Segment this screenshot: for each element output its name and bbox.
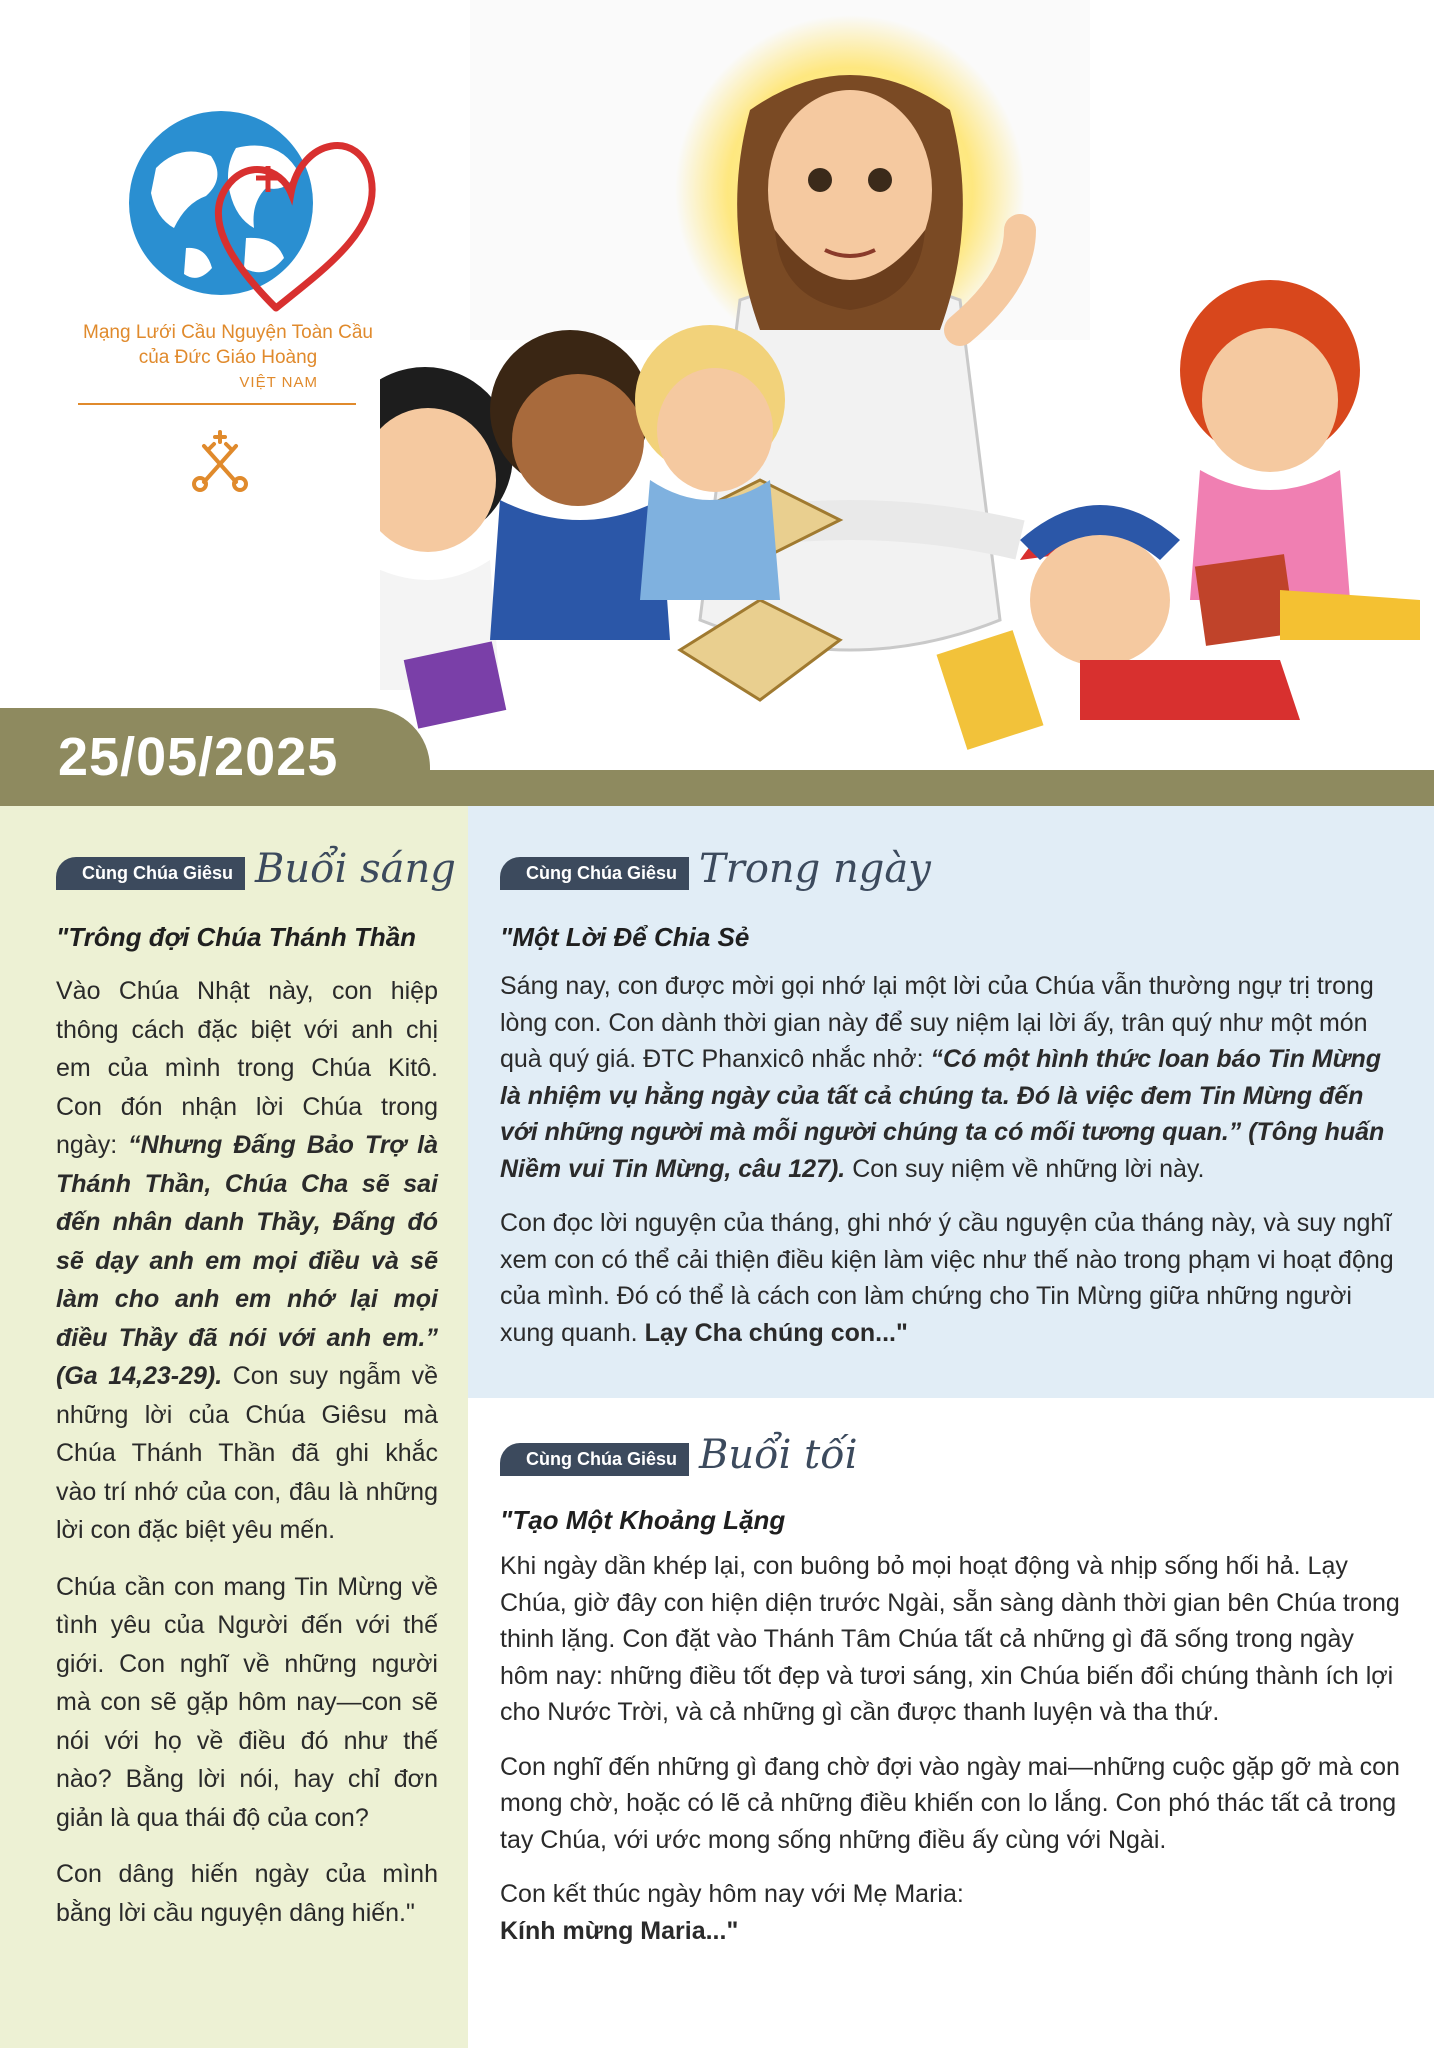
morning-heading — [56, 846, 456, 892]
daytime-body — [500, 968, 1400, 1369]
logo-text — [78, 320, 378, 395]
date-label: 25/05/2025 — [58, 727, 339, 787]
logo-line-1: Mạng Lưới Cầu Nguyện Toàn Cầu — [83, 322, 373, 343]
morning-body — [56, 972, 438, 1950]
paragraph — [56, 972, 438, 1550]
child-figure — [635, 325, 785, 600]
paragraph — [500, 968, 1400, 1187]
morning-title: "Trông đợi Chúa Thánh Thần — [56, 922, 417, 952]
papal-keys-icon — [190, 428, 250, 492]
paragraph — [500, 1205, 1400, 1351]
evening-body — [500, 1548, 1400, 1967]
daytime-heading — [500, 846, 931, 892]
evening-title: "Tạo Một Khoảng Lặng — [500, 1505, 786, 1535]
jesus-with-children-illustration — [380, 0, 1434, 760]
logo-line-2: của Đức Giáo Hoàng — [138, 347, 318, 368]
paragraph: Con nghĩ đến những gì đang chờ đợi vào ngày mai—những cuộc gặp gỡ mà con mong chờ, hoặc có lẽ cả những điều khiến con lo lắng. Con phó thác tất cả trong tay Chúa, với ước mong sống những điều ấy cùng với Ngài. — [500, 1752, 1400, 1854]
text-run: Vào Chúa Nhật này, con hiệp thông cách đặc biệt với anh chị em của mình trong Chúa Kitô. Con đón nhận lời Chúa trong ngày: — [56, 977, 438, 1159]
text-run: Con đọc lời nguyện của tháng, ghi nhớ ý cầu nguyện của tháng này, và suy nghĩ xem con có thể cải thiện điều kiện làm việc như thế nào trong phạm vi hoạt động của mình. Đó có thể là cách con làm chứng cho Tin Mừng giữa những người xung quanh. — [500, 1209, 1394, 1347]
section-script-title: Buổi tối — [699, 1432, 858, 1478]
evening-heading — [500, 1432, 858, 1478]
logo-country: VIỆT NAM — [239, 374, 318, 391]
section-pill: Cùng Chúa Giêsu — [500, 1443, 689, 1476]
paragraph: Khi ngày dần khép lại, con buông bỏ mọi hoạt động và nhịp sống hối hả. Lạy Chúa, giờ đây con hiện diện trước Ngài, sẵn sàng dành thời gian bên Chúa trong thinh lặng. Con đặt vào Thánh Tâm Chúa tất cả những gì đã sống trong ngày hôm nay: những điều tốt đẹp và tươi sáng, xin Chúa biến đổi chúng thành ích lợi cho Nước Trời, và cả những gì cần được thanh luyện và tha thứ. — [500, 1552, 1400, 1726]
daytime-title: "Một Lời Để Chia Sẻ — [500, 922, 750, 952]
section-script-title: Buổi sáng — [255, 846, 456, 892]
scripture-quote: “Nhưng Đấng Bảo Trợ là Thánh Thần, Chúa Cha sẽ sai đến nhân danh Thầy, Đấng đó sẽ dạy anh em mọi điều và sẽ làm cho anh em nhớ lại mọi điều Thầy đã nói với anh em.” (Ga 14,23-29). — [56, 1131, 438, 1390]
paragraph: Con dâng hiến ngày của mình bằng lời cầu nguyện dâng hiến." — [56, 1860, 438, 1927]
text-run: Con suy niệm về những lời này. — [845, 1154, 1205, 1183]
section-script-title: Trong ngày — [699, 846, 931, 892]
paragraph: Chúa cần con mang Tin Mừng về tình yêu của Người đến với thế giới. Con nghĩ về những người mà con sẽ gặp hôm nay—con sẽ nói với họ về điều đó như thế nào? Bằng lời nói, hay chỉ đơn giản là qua thái độ của con? — [56, 1572, 438, 1832]
section-pill: Cùng Chúa Giêsu — [500, 857, 689, 890]
text-run: Con kết thúc ngày hôm nay với Mẹ Maria: — [500, 1880, 964, 1908]
section-pill: Cùng Chúa Giêsu — [56, 857, 245, 890]
child-figure — [1180, 280, 1420, 646]
pope-quote: “Có một hình thức loan báo Tin Mừng là nhiệm vụ hằng ngày của tất cả chúng ta. Đó là việc đem Tin Mừng đến với những người mà mỗi người chúng ta có mối tương quan.” (Tông huấn Niềm vui Tin Mừng, câu 127). — [500, 1045, 1385, 1183]
logo-divider — [78, 403, 356, 405]
prayer-label: Lạy Cha chúng con..." — [644, 1318, 908, 1347]
prayer-label: Kính mừng Maria..." — [500, 1916, 739, 1945]
paragraph — [500, 1876, 1400, 1949]
text-run: Sáng nay, con được mời gọi nhớ lại một lời của Chúa vẫn thường ngự trị trong lòng con. Con dành thời gian này để suy niệm lại lời ấy, trân quý như một món quà quý giá. ĐTC Phanxicô nhắc nhở: — [500, 972, 1374, 1073]
text-run: Con suy ngẫm về những lời của Chúa Giêsu mà Chúa Thánh Thần đã ghi khắc vào trí nhớ của con, đâu là những lời con đặc biệt yêu mến. — [56, 1362, 438, 1544]
heart-icon — [186, 108, 386, 318]
